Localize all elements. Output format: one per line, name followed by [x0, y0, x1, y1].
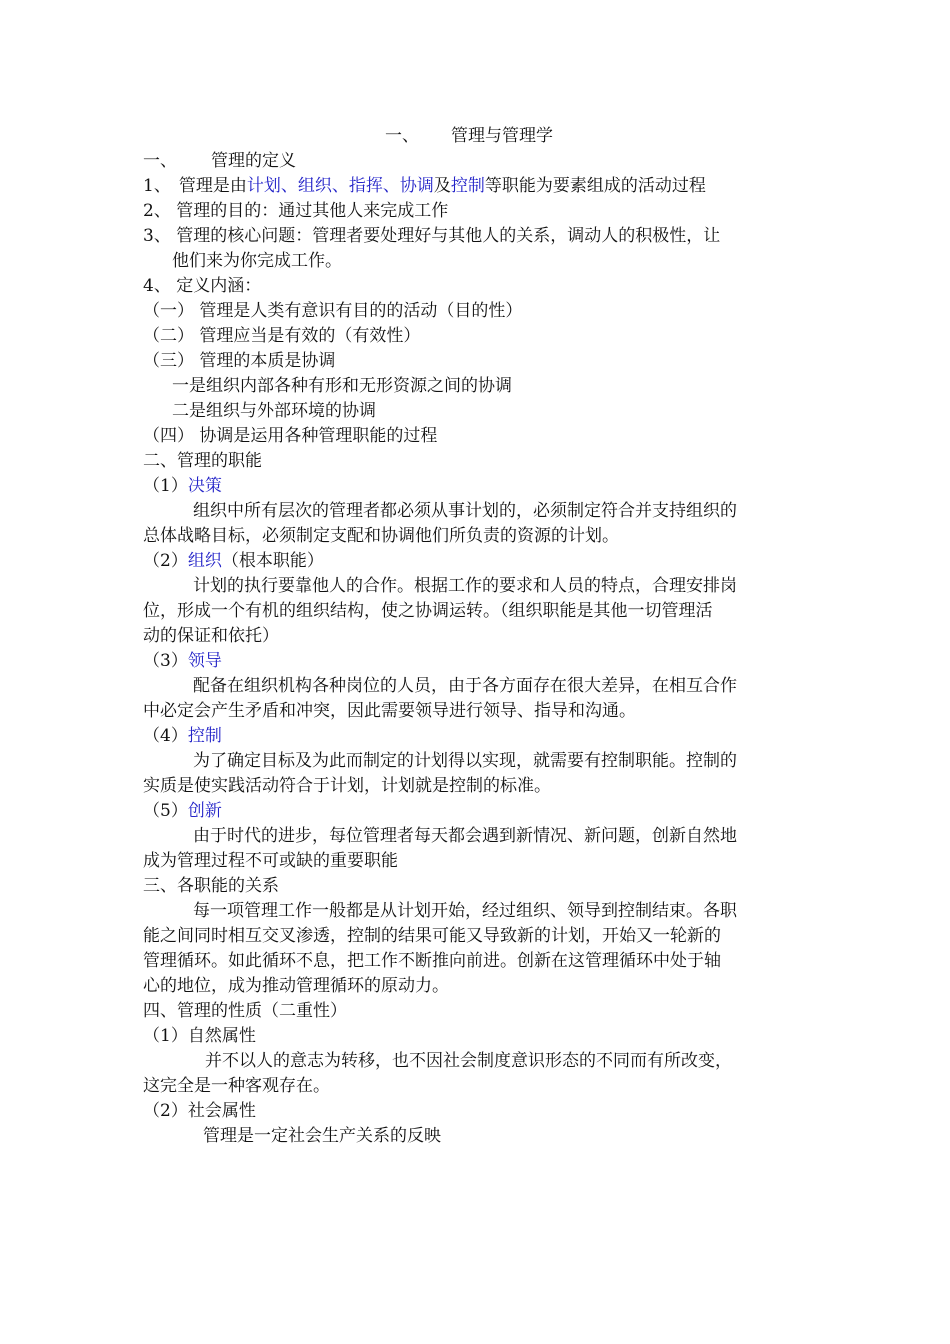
item-number: 1、 [143, 176, 171, 196]
separator: 、 [331, 176, 349, 196]
function-name: 领导 [187, 651, 222, 671]
connotation-3: （三） 管理的本质是协调 [143, 351, 336, 371]
separator: 、 [280, 176, 298, 196]
connotation-1: （一） 管理是人类有意识有目的的活动（目的性） [143, 301, 523, 321]
section-heading-2: 二、管理的职能 [143, 451, 262, 471]
document-title [385, 124, 553, 149]
term-command: 指挥 [348, 176, 383, 196]
function-number: （4） [143, 726, 188, 746]
function-1-para-1: 组织中所有层次的管理者都必须从事计划的，必须制定符合并支持组织的 [193, 501, 737, 521]
function-2-para-2: 位，形成一个有机的组织结构，使之协调运转。（组织职能是其他一切管理活 [143, 601, 713, 621]
term-organize: 组织 [297, 176, 332, 196]
function-name: 控制 [187, 726, 222, 746]
function-3-para-1: 配备在组织机构各种岗位的人员，由于各方面存在很大差异，在相互合作 [193, 676, 737, 696]
function-2-heading [143, 549, 324, 574]
function-name: 决策 [187, 476, 222, 496]
term-coordinate: 协调 [399, 176, 434, 196]
nature-2-heading: （2）社会属性 [143, 1101, 256, 1121]
function-4-heading [143, 724, 222, 749]
relation-para-3: 管理循环。如此循环不息，把工作不断推向前进。创新在这管理循环中处于轴 [143, 951, 721, 971]
relation-para-1: 每一项管理工作一般都是从计划开始，经过组织、领导到控制结束。各职 [193, 901, 737, 921]
separator: 、 [382, 176, 400, 196]
function-1-para-2: 总体战略目标，必须制定支配和协调他们所负责的资源的计划。 [143, 526, 619, 546]
text: 及 [433, 176, 451, 196]
relation-para-4: 心的地位，成为推动管理循环的原动力。 [143, 976, 449, 996]
definition-line-3-cont: 他们来为你完成工作。 [172, 251, 342, 271]
function-1-heading [143, 474, 222, 499]
text: 等职能为要素组成的活动过程 [484, 176, 706, 196]
function-name: 组织 [187, 551, 222, 571]
section-number: 一、 [143, 151, 177, 171]
term-plan: 计划 [246, 176, 281, 196]
function-number: （5） [143, 801, 188, 821]
definition-line-1 [143, 174, 706, 199]
function-5-para-1: 由于时代的进步，每位管理者每天都会遇到新情况、新问题，创新自然地 [193, 826, 737, 846]
definition-line-3: 3、 管理的核心问题：管理者要处理好与其他人的关系，调动人的积极性，让 [143, 226, 721, 246]
section-heading-1 [143, 149, 296, 174]
nature-2-para-1: 管理是一定社会生产关系的反映 [203, 1126, 441, 1146]
function-2-para-1: 计划的执行要靠他人的合作。根据工作的要求和人员的特点，合理安排岗 [193, 576, 737, 596]
connotation-3-a: 一是组织内部各种有形和无形资源之间的协调 [172, 376, 512, 396]
function-4-para-2: 实质是使实践活动符合于计划，计划就是控制的标准。 [143, 776, 551, 796]
title-text: 管理与管理学 [451, 126, 553, 146]
function-5-heading [143, 799, 222, 824]
relation-para-2: 能之间同时相互交叉渗透，控制的结果可能又导致新的计划，开始又一轮新的 [143, 926, 721, 946]
connotation-2: （二） 管理应当是有效的（有效性） [143, 326, 421, 346]
function-number: （3） [143, 651, 188, 671]
function-name: 创新 [187, 801, 222, 821]
connotation-3-b: 二是组织与外部环境的协调 [172, 401, 376, 421]
function-2-para-3: 动的保证和依托） [143, 626, 279, 646]
text: 管理是由 [178, 176, 247, 196]
term-control: 控制 [450, 176, 485, 196]
function-note: （根本职能） [221, 551, 324, 571]
connotation-4: （四） 协调是运用各种管理职能的过程 [143, 426, 438, 446]
function-3-para-2: 中必定会产生矛盾和冲突，因此需要领导进行领导、指导和沟通。 [143, 701, 636, 721]
section-title: 管理的定义 [211, 151, 296, 171]
definition-line-4: 4、 定义内涵： [143, 276, 262, 296]
function-number: （1） [143, 476, 188, 496]
nature-1-heading: （1）自然属性 [143, 1026, 256, 1046]
nature-1-para-2: 这完全是一种客观存在。 [143, 1076, 330, 1096]
definition-line-2: 2、 管理的目的：通过其他人来完成工作 [143, 201, 449, 221]
section-heading-3: 三、各职能的关系 [143, 876, 279, 896]
function-4-para-1: 为了确定目标及为此而制定的计划得以实现，就需要有控制职能。控制的 [193, 751, 737, 771]
function-number: （2） [143, 551, 188, 571]
nature-1-para-1: 并不以人的意志为转移，也不因社会制度意识形态的不同而有所改变， [205, 1051, 732, 1071]
section-heading-4: 四、管理的性质（二重性） [143, 1001, 347, 1021]
title-number: 一、 [385, 126, 419, 146]
function-3-heading [143, 649, 222, 674]
function-5-para-2: 成为管理过程不可或缺的重要职能 [143, 851, 398, 871]
